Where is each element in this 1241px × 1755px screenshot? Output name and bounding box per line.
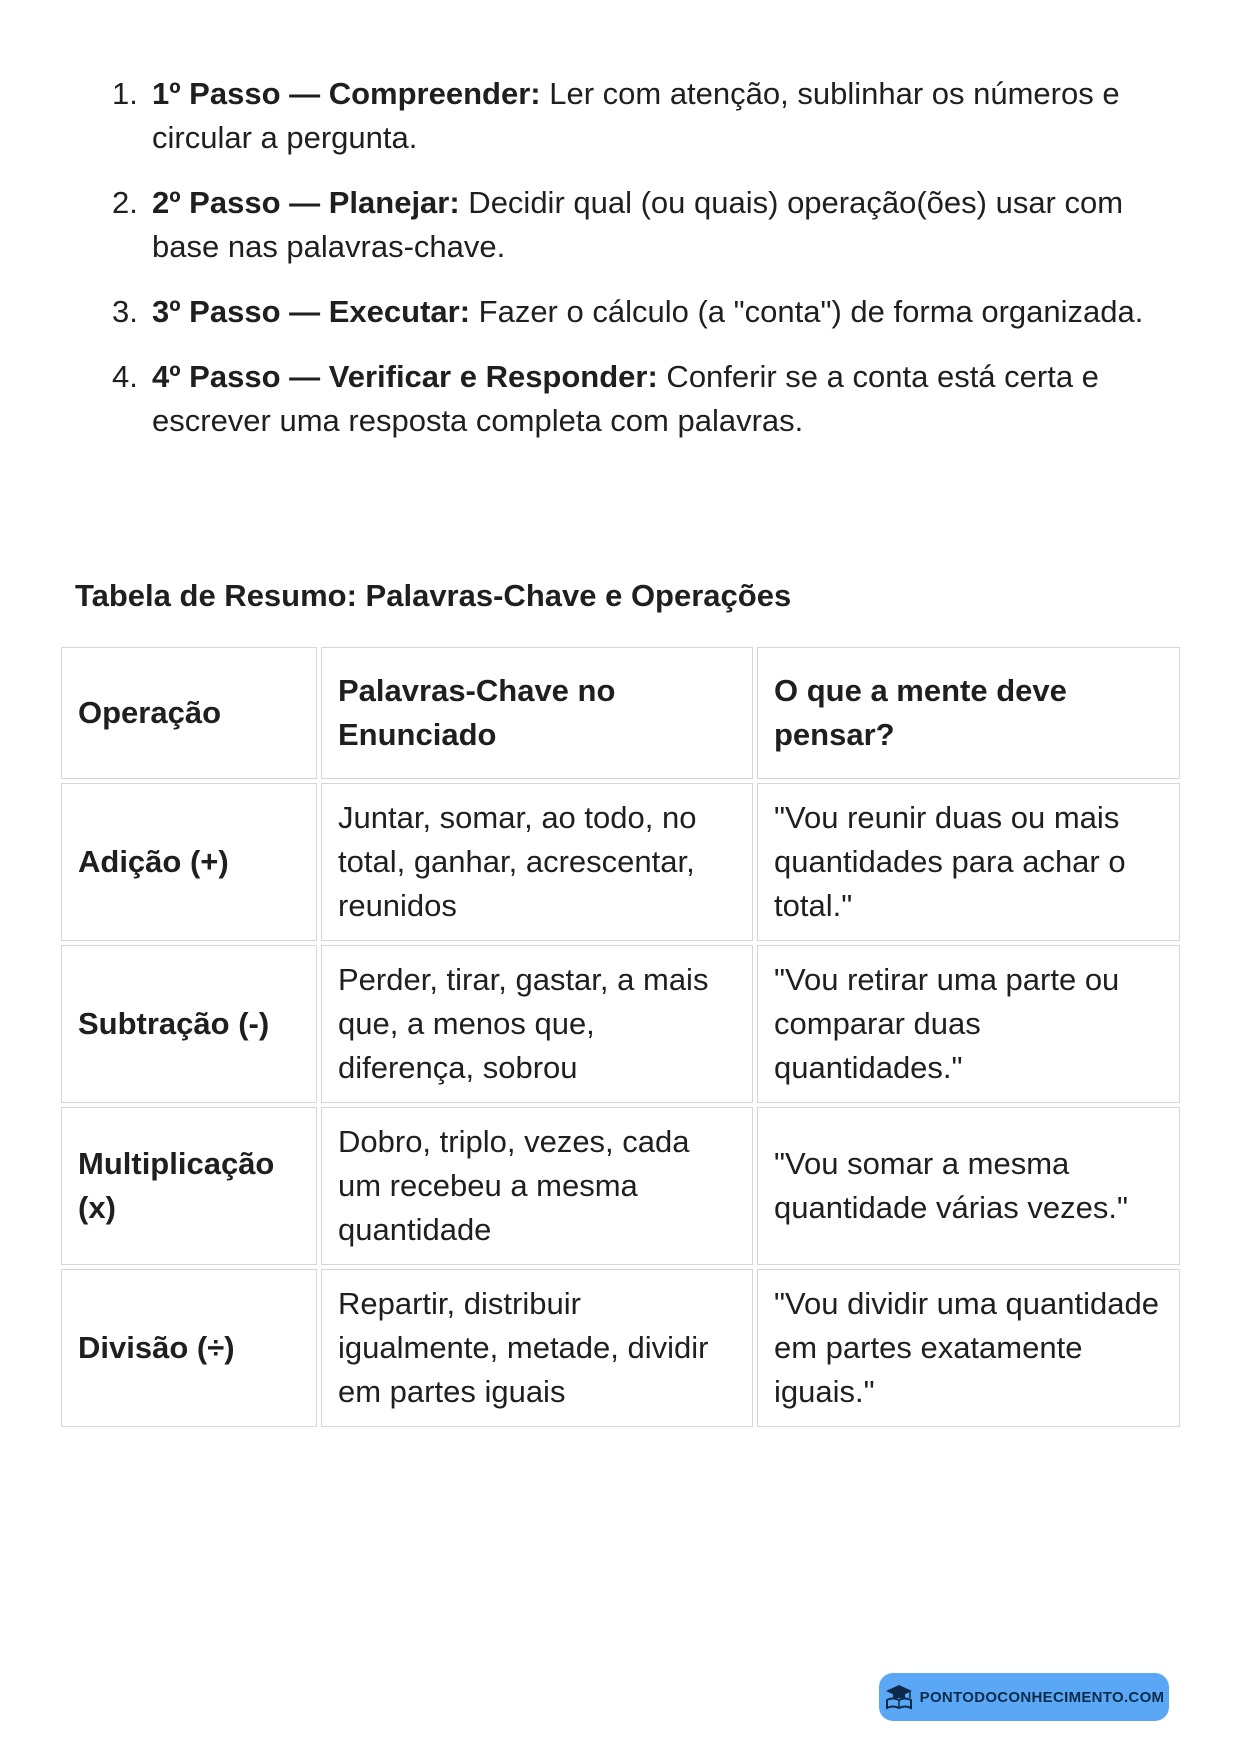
- table-header-row: [61, 647, 1180, 779]
- thought-cell: "Vou reunir duas ou mais quantidades para achar o total.": [757, 783, 1180, 941]
- keywords-cell: Repartir, distribuir igualmente, metade, dividir em partes iguais: [321, 1269, 753, 1427]
- table-row: [61, 1107, 1180, 1265]
- table-row: [61, 1269, 1180, 1427]
- step-number: 4.: [112, 359, 138, 394]
- keywords-cell: Juntar, somar, ao todo, no total, ganhar, acrescentar, reunidos: [321, 783, 753, 941]
- summary-table: [57, 643, 1184, 1431]
- steps-list: [112, 72, 1182, 464]
- operation-cell: Multiplicação (x): [61, 1107, 317, 1265]
- thought-cell: "Vou somar a mesma quantidade várias vezes.": [757, 1107, 1180, 1265]
- step-number: 2.: [112, 185, 138, 220]
- step-text: Conferir se a conta está certa e escrever uma resposta completa com palavras.: [152, 359, 1099, 438]
- header-cell-operation: Operação: [61, 647, 317, 779]
- table-row: [61, 945, 1180, 1103]
- header-cell-thought: O que a mente deve pensar?: [757, 647, 1180, 779]
- step-title: 3º Passo — Executar:: [152, 294, 471, 329]
- step-item: [112, 181, 1182, 269]
- logo-text: PONTODOCONHECIMENTO.COM: [919, 1688, 1165, 1706]
- table-row: [61, 783, 1180, 941]
- graduate-book-icon: [884, 1683, 914, 1711]
- step-item: [112, 355, 1182, 443]
- keywords-cell: Perder, tirar, gastar, a mais que, a menos que, diferença, sobrou: [321, 945, 753, 1103]
- operation-cell: Adição (+): [61, 783, 317, 941]
- header-cell-keywords: Palavras-Chave no Enunciado: [321, 647, 753, 779]
- thought-cell: "Vou dividir uma quantidade em partes exatamente iguais.": [757, 1269, 1180, 1427]
- site-logo[interactable]: [879, 1673, 1169, 1721]
- step-title: 4º Passo — Verificar e Responder:: [152, 359, 658, 394]
- step-title: 2º Passo — Planejar:: [152, 185, 460, 220]
- step-text: Decidir qual (ou quais) operação(ões) usar com base nas palavras-chave.: [152, 185, 1124, 264]
- section-title: Tabela de Resumo: Palavras-Chave e Operações: [75, 578, 792, 613]
- step-item: [112, 290, 1182, 334]
- operation-cell: Divisão (÷): [61, 1269, 317, 1427]
- step-text: Fazer o cálculo (a "conta") de forma organizada.: [470, 294, 1144, 329]
- step-number: 1.: [112, 76, 138, 111]
- operation-cell: Subtração (-): [61, 945, 317, 1103]
- step-number: 3.: [112, 294, 138, 329]
- step-text: Ler com atenção, sublinhar os números e circular a pergunta.: [152, 76, 1120, 155]
- step-item: [112, 72, 1182, 160]
- keywords-cell: Dobro, triplo, vezes, cada um recebeu a mesma quantidade: [321, 1107, 753, 1265]
- thought-cell: "Vou retirar uma parte ou comparar duas quantidades.": [757, 945, 1180, 1103]
- step-title: 1º Passo — Compreender:: [152, 76, 541, 111]
